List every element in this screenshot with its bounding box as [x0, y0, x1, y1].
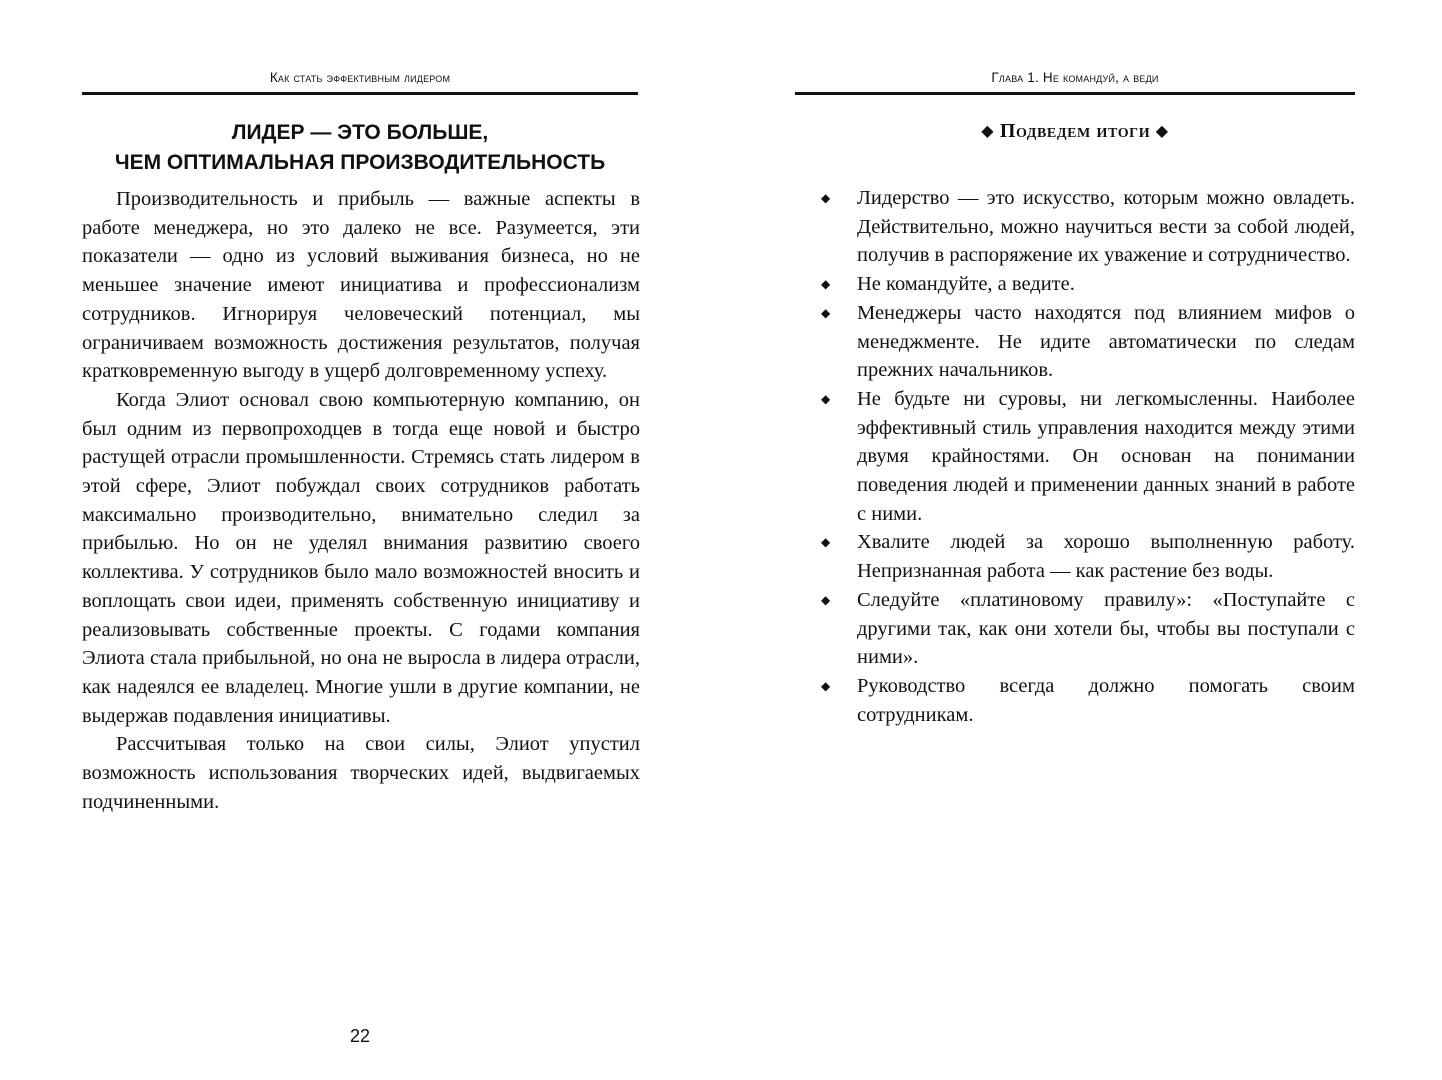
bullet-diamond-icon: ◆: [821, 191, 831, 205]
bullet-diamond-icon: ◆: [821, 305, 831, 320]
running-head-left: Как стать эффективным лидером: [269, 70, 451, 85]
list-item-text: Следуйте «платиновому правилу»: «Поступайте с другими так, как они хотели бы, чтобы вы поступали с ними».: [857, 588, 1355, 669]
paragraph-1: Производительность и прибыль — важные аспекты в работе менеджера, но это далеко не все. Разумеется, эти показатели — одно из условий выживания бизнеса, но не меньшее значение имеют инициатива и профессионализм сотрудников. Игнорируя человеческий потенциал, мы ограничиваем возможность достижения результатов, получая кратковременную выгоду в ущерб долговременному успеху.: [82, 188, 640, 383]
list-item-text: Хвалите людей за хорошо выполненную работу. Непризнанная работа — как растение без воды.: [857, 531, 1355, 583]
paragraph-3: Рассчитывая только на свои силы, Элиот упустил возможность использования творческих идей, выдвигаемых подчиненными.: [82, 733, 640, 813]
summary-title: [795, 120, 1355, 143]
running-head-right: Глава 1. Не командуй, а веди: [991, 70, 1159, 85]
bullet-diamond-icon: ◆: [821, 678, 831, 693]
header-rule-right: [795, 92, 1355, 95]
list-item-text: Менеджеры часто находятся под влиянием мифов о менеджменте. Не идите автоматически по следам прежних начальников.: [857, 301, 1355, 382]
list-item: [821, 586, 1355, 672]
section-title-line-2: ЧЕМ ОПТИМАЛЬНАЯ ПРОИЗВОДИТЕЛЬНОСТЬ: [114, 151, 606, 174]
list-item-text: Лидерство — это искусство, которым можно овладеть. Действительно, можно научиться вести за собой людей, получив в распоряжение их уважение и сотрудничество.: [857, 187, 1355, 267]
list-item-text: Не командуйте, а ведите.: [857, 273, 1075, 296]
list-item-text: Руководство всегда должно помогать своим сотрудникам.: [857, 674, 1355, 726]
list-item: [821, 299, 1355, 385]
header-rule-left: [82, 92, 638, 95]
list-item: [821, 385, 1355, 529]
diamond-right-icon: ◆: [1155, 121, 1169, 140]
paragraph-2: Когда Элиот основал свою компьютерную компанию, он был одним из первопроходцев в тогда еще новой и быстро растущей отрасли промышленности. Стремясь стать лидером в этой сфере, Элиот побуждал своих сотрудников работать максимально производительно, внимательно следил за прибылью. Но он не уделял внимания развитию своего коллектива. У сотрудников было мало возможностей вносить и воплощать свои идеи, применять собственную инициативу и реализовывать собственные проекты. С годами компания Элиота стала прибыльной, но она не выросла в лидера отрасли, как надеялся ее владелец. Многие ушли в другие компании, не выдержав подавления инициативы.: [82, 388, 640, 727]
list-item-text: Не будьте ни суровы, ни легкомысленны. Наиболее эффективный стиль управления находится между этими двумя крайностями. Он основан на понимании поведения людей и применении данных знаний в работе с ними.: [857, 387, 1355, 525]
summary-title-text: Подведем итоги: [999, 120, 1151, 142]
list-item: [821, 184, 1355, 270]
list-item: [821, 270, 1355, 299]
summary-list: [821, 184, 1355, 729]
list-item: [821, 528, 1355, 585]
section-title-line-1: ЛИДЕР — ЭТО БОЛЬШЕ,: [231, 121, 489, 144]
section-title: [82, 118, 638, 178]
left-body-text: [82, 185, 640, 816]
list-item: [821, 672, 1355, 729]
bullet-diamond-icon: ◆: [821, 277, 831, 292]
right-page: [721, 0, 1442, 1080]
bullet-diamond-icon: ◆: [821, 592, 831, 607]
diamond-left-icon: ◆: [981, 121, 995, 140]
bullet-diamond-icon: ◆: [821, 535, 831, 550]
page-number: 22: [349, 1026, 371, 1046]
bullet-diamond-icon: ◆: [821, 391, 831, 406]
